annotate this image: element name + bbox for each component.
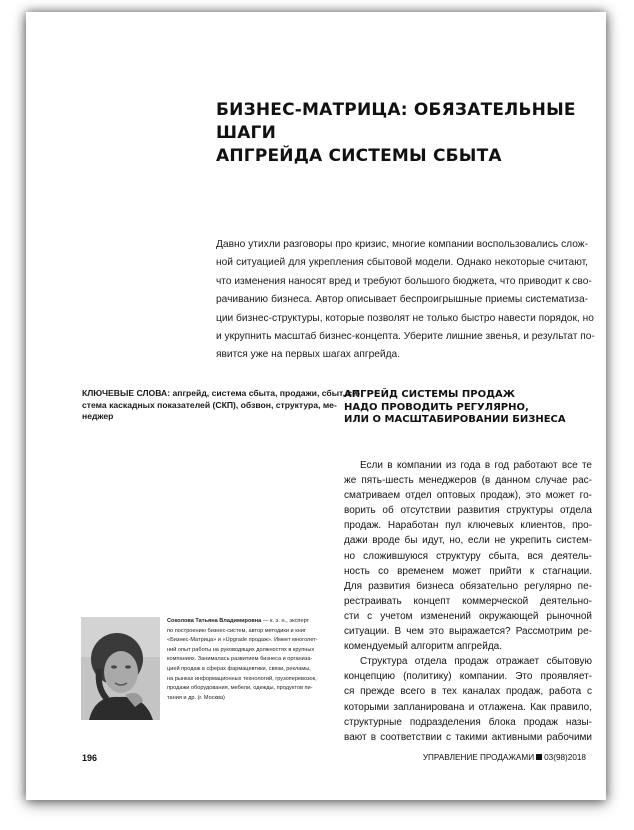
lead-line: что изменения наносят вред и требуют большого бюджета, что приводит к сво- [216, 275, 592, 287]
body-line: ся прежде всего в тех каналах продаж, работа с [344, 686, 592, 698]
bio-text: — к. э. н., эксперт [261, 618, 310, 624]
body-line: которыми запланирована и отлажена. Как правило, [344, 701, 592, 713]
keywords-line: неджер [82, 411, 114, 421]
author-bio [167, 617, 339, 703]
body-line: комендуемый алгоритм апгрейда. [344, 641, 502, 653]
running-footer [423, 753, 586, 762]
body-line: ность со временем может прийти к стагнации. [344, 565, 592, 577]
body-line: Если в компании из года в год работают все те [360, 460, 592, 471]
bio-line: на рынках информационных технологий, грузоперевозок, [167, 675, 317, 682]
lead-paragraph [216, 236, 595, 365]
section-heading-line: ИЛИ О МАСШТАБИРОВАНИИ БИЗНЕСА [344, 414, 566, 425]
body-line: но сложившуюся структуру сбыта, вся деятель- [344, 550, 592, 562]
keywords-line: стема каскадных показателей (СКП), обзвон, структура, ме- [82, 399, 337, 410]
keywords-line: КЛЮЧЕВЫЕ СЛОВА: апгрейд, система сбыта, продажи, сбыт, си- [82, 388, 361, 398]
body-line: вают в соответствии с такими активными рабочими [344, 731, 592, 743]
keywords-block [82, 388, 361, 423]
body-line: ситуации. В чем это выражается? Рассмотрим ре- [344, 626, 592, 638]
separator-square-icon [536, 754, 542, 760]
article-title [216, 99, 596, 168]
lead-line: явится уже на первых шагах апгрейда. [216, 349, 401, 361]
body-line: Структура отдела продаж отражает сбытовую [360, 656, 592, 668]
lead-line: Давно утихли разговоры про кризис, многие компании воспользовались слож- [216, 239, 588, 250]
body-line: продаж. Наработан пул ключевых клиентов, про- [344, 520, 592, 532]
article-title-line: БИЗНЕС-МАТРИЦА: ОБЯЗАТЕЛЬНЫЕ ШАГИ [216, 100, 576, 143]
lead-line: ной ситуацией для укрепления сбытовой модели. Однако некоторые считают, [216, 257, 588, 269]
body-line: Для развития бизнеса обязательно регулярно пе- [344, 580, 592, 592]
author-photo [81, 617, 160, 720]
lead-line: ции бизнес-структуры, которые позволят не только быстро навести порядок, но [216, 312, 594, 324]
body-column [344, 458, 592, 745]
body-line: сти с учетом изменений окружающей рыночной [344, 610, 592, 622]
bio-line [167, 617, 339, 627]
body-line: дажи вроде бы идут, но, если не укрепить систем- [344, 535, 592, 547]
section-heading-line: НАДО ПРОВОДИТЬ РЕГУЛЯРНО, [344, 401, 529, 413]
bio-line: тания и др. (г. Москва) [167, 694, 225, 701]
author-portrait-image [81, 617, 160, 720]
bio-line: компаниях. Занималась развитием бизнеса и организа- [167, 656, 313, 663]
lead-line: и укрупнить масштаб бизнес-концепта. Уберите лишние звенья, и результат по- [216, 331, 595, 343]
body-line: ворить об отсутствии развития структуры отдела [344, 505, 592, 517]
bio-line: цией продаж в сферах фармацевтики, связи, рекламы, [167, 665, 311, 672]
magazine-page [26, 12, 606, 800]
bio-line: продажи оборудования, мебели, одежды, продуктов пи- [167, 685, 313, 692]
body-line: рестраивать концепт коммерческой деятельно- [344, 595, 592, 607]
body-line: структурные подразделения блока продаж назы- [344, 716, 592, 728]
issue-number: 03(98)2018 [544, 753, 586, 762]
bio-line: по построению бизнес-систем, автор методики и книг [167, 627, 306, 634]
body-line: сматриваем отдел оптовых продаж), это может го- [344, 490, 592, 502]
bio-line: «Бизнес-Матрица» и «Upgrade продаж». Имеет многолет- [167, 637, 318, 644]
journal-name: УПРАВЛЕНИЕ ПРОДАЖАМИ [422, 753, 535, 762]
body-line: же пять-шесть менеджеров (в данном случае рас- [344, 475, 592, 487]
bio-line: ний опыт работы на руководящих должностях в крупных [167, 646, 315, 653]
section-heading-line: АПГРЕЙД СИСТЕМЫ ПРОДАЖ [344, 389, 515, 400]
author-name: Соколова Татьяна Владимировна [167, 618, 262, 624]
section-heading [344, 389, 604, 427]
body-line: концепцию (политику) компании. Это проявляет- [344, 671, 592, 683]
lead-line: рачиванию бизнеса. Автор описывает беспроигрышные приемы систематиза- [216, 294, 588, 306]
article-title-line: АПГРЕЙДА СИСТЕМЫ СБЫТА [216, 146, 502, 166]
page-number: 196 [82, 753, 98, 763]
